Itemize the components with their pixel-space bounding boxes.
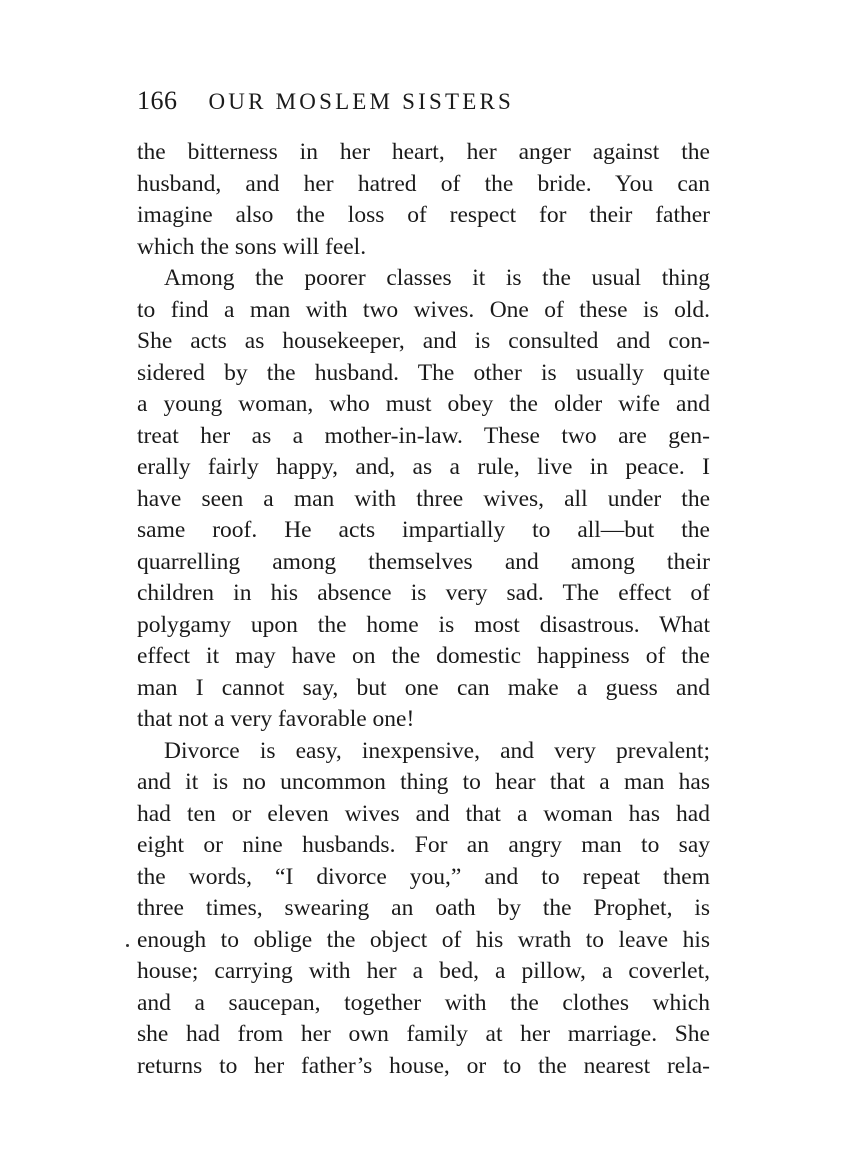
text-line: husband, and her hatred of the bride. You can	[137, 170, 710, 197]
text-line: treat her as a mother-in-law. These two are gen-	[137, 422, 710, 449]
text-line: children in his absence is very sad. The effect of	[137, 580, 710, 606]
paragraph-first-line: Divorce is easy, inexpensive, and very prevalent;	[164, 737, 710, 764]
running-title: OUR MOSLEM SISTERS	[208, 89, 515, 114]
text-line: effect it may have on the domestic happiness of the	[137, 643, 710, 669]
paragraph-first-line: Among the poorer classes it is the usual thing	[164, 265, 710, 291]
text-line: eight or nine husbands. For an angry man to say	[137, 832, 710, 858]
text-line: a young woman, who must obey the older wife and	[137, 391, 710, 417]
text-line: man I cannot say, but one can make a guess and	[137, 674, 710, 701]
text-line: to find a man with two wives. One of these is old.	[137, 296, 710, 323]
text-line: and it is no uncommon thing to hear that a man has	[137, 769, 710, 795]
text-line: enough to oblige the object of his wrath to leave his	[137, 926, 710, 953]
text-line: polygamy upon the home is most disastrous. What	[137, 611, 710, 638]
text-line: imagine also the loss of respect for their father	[137, 202, 710, 228]
paragraph-end-line: that not a very favorable one!	[137, 706, 415, 732]
text-line: sidered by the husband. The other is usually quite	[137, 359, 710, 386]
text-line: house; carrying with her a bed, a pillow, a coverlet,	[137, 958, 710, 984]
text-line: the words, “I divorce you,” and to repeat them	[137, 863, 710, 890]
text-line: and a saucepan, together with the clothes which	[137, 989, 710, 1016]
text-line: returns to her father’s house, or to the nearest rela-	[137, 1052, 710, 1079]
text-line: three times, swearing an oath by the Prophet, is	[137, 895, 710, 921]
running-head	[137, 86, 514, 120]
text-line: quarrelling among themselves and among their	[137, 548, 710, 575]
page-number: 166	[137, 86, 178, 115]
text-line: the bitterness in her heart, her anger against the	[137, 139, 710, 165]
text-line: had ten or eleven wives and that a woman has had	[137, 800, 710, 827]
text-line: same roof. He acts impartially to all—but the	[137, 517, 710, 543]
text-line: erally fairly happy, and, as a rule, live in peace. I	[137, 454, 710, 480]
paragraph-end-line: which the sons will feel.	[137, 233, 367, 260]
text-line: she had from her own family at her marriage. She	[137, 1021, 710, 1047]
stray-ink-mark	[126, 944, 129, 947]
body-text	[137, 137, 710, 1082]
text-line: She acts as housekeeper, and is consulted and con-	[137, 328, 710, 354]
text-line: have seen a man with three wives, all under the	[137, 485, 710, 512]
